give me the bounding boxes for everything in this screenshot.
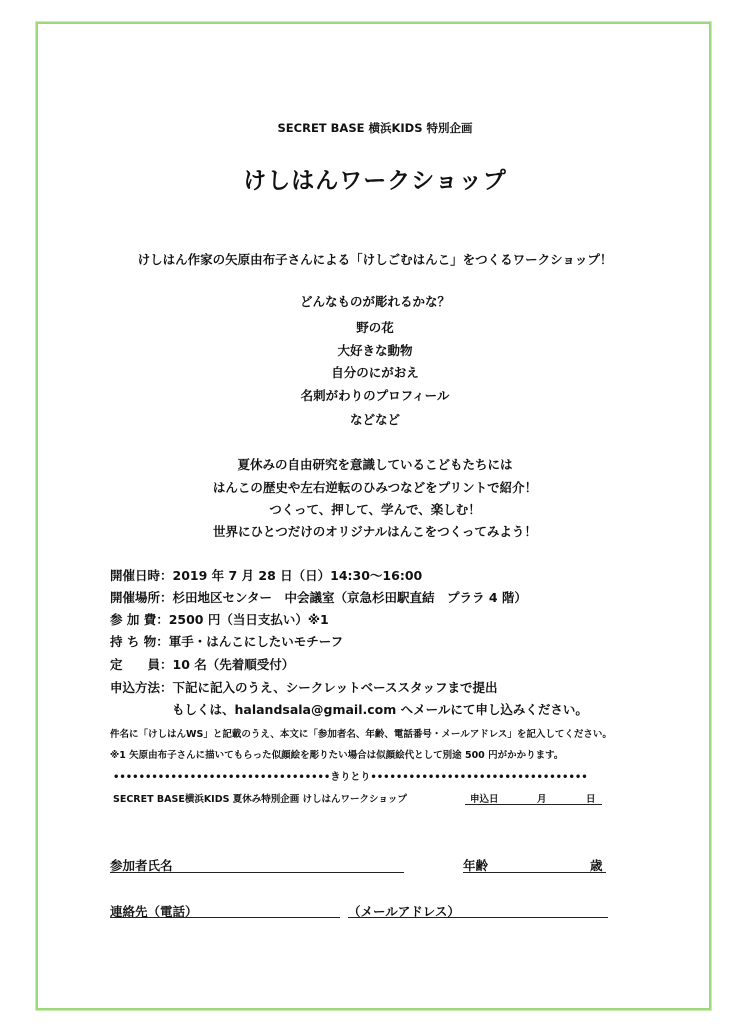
form-heading: SECRET BASE横浜KIDS 夏休み特別企画 けしはんワークショップ bbox=[113, 794, 407, 805]
question-line: どんなものが彫れるかな？ bbox=[299, 294, 450, 309]
phone-label: 連絡先（電話） bbox=[110, 904, 198, 919]
event-subtitle: SECRET BASE 横浜KIDS 特別企画 bbox=[277, 121, 473, 135]
example-item: 大好きな動物 bbox=[337, 343, 413, 358]
lead-text: けしはん作家の矢原由布子さんによる「けしごむはんこ」をつくるワークショップ！ bbox=[137, 252, 613, 267]
name-field[interactable] bbox=[110, 872, 404, 873]
cut-line: ••••••••••••••••••••••••••••••••••きりとり•••••••••••••••••••••••••••••••••• bbox=[113, 772, 588, 783]
phone-field[interactable] bbox=[110, 917, 340, 918]
event-apply-email: もしくは、halandsala@gmail.com へメールにて申し込みください。 bbox=[172, 702, 588, 717]
age-label: 年齢 bbox=[463, 858, 489, 873]
example-item: 自分のにがおえ bbox=[331, 365, 419, 380]
example-item: 名刺がわりのプロフィール bbox=[300, 388, 450, 403]
name-label: 参加者氏名 bbox=[110, 858, 173, 873]
description-line: 世界にひとつだけのオリジナルはんこをつくってみよう！ bbox=[213, 524, 537, 539]
age-unit: 歳 bbox=[590, 858, 603, 873]
event-fee: 参 加 費：2500 円（当日支払い）※1 bbox=[110, 612, 329, 627]
apply-date-label: 申込日 bbox=[470, 794, 499, 805]
example-item: などなど bbox=[349, 412, 400, 427]
page-title: けしはんワークショップ bbox=[243, 168, 507, 194]
portrait-note: ※1 矢原由布子さんに描いてもらった似顔絵を彫りたい場合は似顔絵代として別途 500 円がかかります。 bbox=[110, 750, 564, 761]
apply-day-label: 日 bbox=[586, 794, 596, 805]
description-line: はんこの歴史や左右逆転のひみつなどをプリントで紹介！ bbox=[212, 480, 538, 495]
event-apply: 申込方法：下記に記入のうえ、シークレットベーススタッフまで提出 bbox=[110, 680, 498, 695]
email-label: （メールアドレス） bbox=[348, 904, 460, 919]
email-field[interactable] bbox=[348, 917, 608, 918]
apply-date-underline bbox=[465, 804, 602, 805]
subject-note: 件名に「けしはんWS」と記載のうえ、本文に「参加者名、年齢、電話番号・メールアドレス」を記入してください。 bbox=[110, 729, 612, 740]
event-items: 持 ち 物：軍手・はんこにしたいモチーフ bbox=[110, 634, 344, 649]
description-line: つくって、押して、学んで、楽しむ！ bbox=[269, 502, 481, 517]
age-field[interactable] bbox=[463, 872, 606, 873]
event-date: 開催日時：2019 年 7 月 28 日（日）14:30～16:00 bbox=[110, 568, 423, 583]
example-item: 野の花 bbox=[356, 320, 394, 335]
event-capacity: 定 員：10 名（先着順受付） bbox=[110, 657, 295, 672]
event-place: 開催場所：杉田地区センター 中会議室（京急杉田駅直結 プララ 4 階） bbox=[110, 590, 527, 605]
apply-month-label: 月 bbox=[537, 794, 547, 805]
description-line: 夏休みの自由研究を意識しているこどもたちには bbox=[237, 457, 513, 472]
